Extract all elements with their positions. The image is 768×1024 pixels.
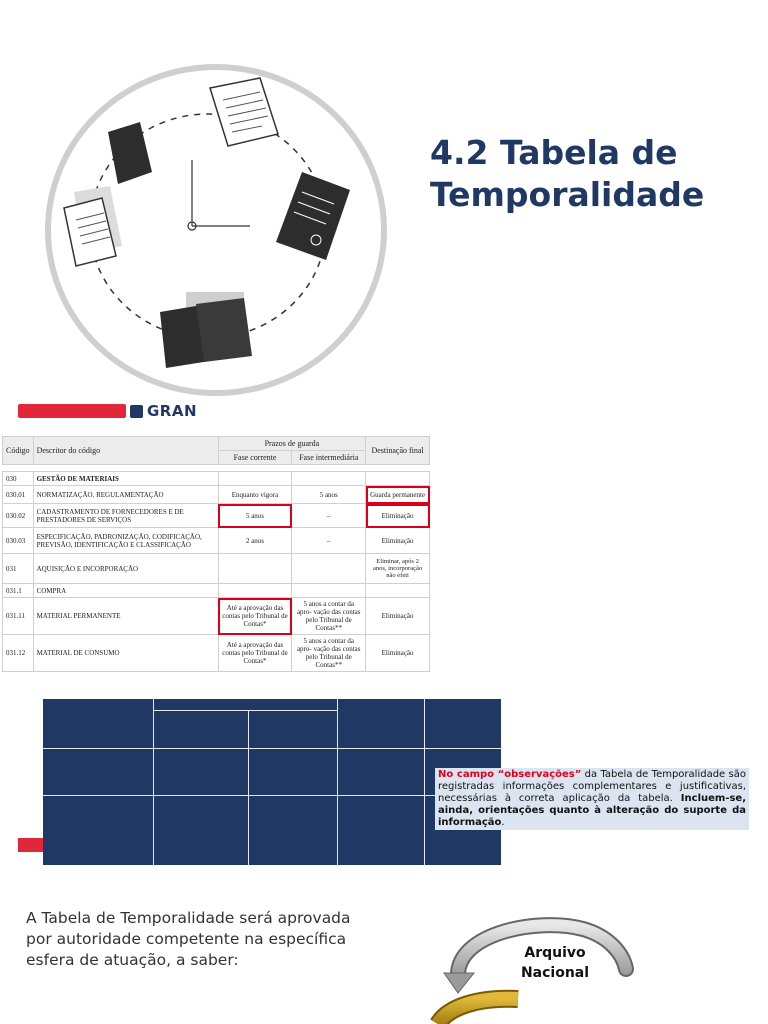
- cell-desc: CADASTRAMENTO DE FORNECEDORES E DE PRESTADORES DE SERVIÇOS: [33, 504, 218, 528]
- table-row: [3, 584, 430, 598]
- note-end: .: [501, 817, 505, 828]
- cell-inter: [292, 554, 366, 584]
- table-row: [3, 598, 430, 635]
- table-header-row: [3, 437, 430, 451]
- cell-dest: Eliminação: [366, 598, 430, 635]
- cell-inter: [292, 584, 366, 598]
- cell-code: 031.1: [3, 584, 34, 598]
- header-fase-corrente: Fase corrente: [218, 451, 292, 465]
- page-title: [430, 132, 704, 216]
- cell-inter: [292, 472, 366, 486]
- cell-code: 030: [3, 472, 34, 486]
- header-fase-intermediaria: Fase intermediária: [292, 451, 366, 465]
- cell-inter: 5 anos: [292, 486, 366, 504]
- table-row: [3, 472, 430, 486]
- cell-desc: COMPRA: [33, 584, 218, 598]
- header-codigo: Código: [3, 437, 34, 465]
- temporality-table: [2, 436, 430, 672]
- cell-desc: NORMATIZAÇÃO. REGULAMENTAÇÃO: [33, 486, 218, 504]
- cycle-label-line-2: Nacional: [520, 965, 590, 981]
- cell-code: 031.12: [3, 635, 34, 672]
- table-row: [3, 528, 430, 554]
- cell-inter: 5 anos a contar da apro- vação das contas pelo Tribunal de Contas**: [292, 635, 366, 672]
- cell-desc: MATERIAL PERMANENTE: [33, 598, 218, 635]
- cycle-label: [500, 943, 610, 983]
- cell-dest-highlighted: Guarda permanente: [366, 486, 430, 504]
- cell-desc: AQUISIÇÃO E INCORPORAÇÃO: [33, 554, 218, 584]
- cell-code: 030.03: [3, 528, 34, 554]
- cell-inter: 5 anos a contar da apro- vação das contas pelo Tribunal de Contas**: [292, 598, 366, 635]
- cell-corrente: [218, 472, 292, 486]
- cell-dest: [366, 472, 430, 486]
- page-title-line-2: Temporalidade: [430, 175, 705, 214]
- cell-corrente: [218, 584, 292, 598]
- cell-dest: Eliminação: [366, 528, 430, 554]
- header-prazos: Prazos de guarda: [218, 437, 365, 451]
- red-accent-bar: [18, 838, 43, 852]
- cycle-label-line-1: Arquivo: [524, 945, 586, 961]
- note-highlight: No campo “observações”: [438, 769, 582, 780]
- cell-corrente-highlighted: Até a aprovação das contas pelo Tribunal de Contas*: [218, 598, 292, 635]
- cell-corrente: [218, 554, 292, 584]
- observations-note: [435, 768, 749, 830]
- table-row: [3, 635, 430, 672]
- cell-code: 030.01: [3, 486, 34, 504]
- brand-red-bar: [18, 404, 126, 418]
- cell-dest: Eliminação: [366, 635, 430, 672]
- note-bold-text: Incluem-se, ainda, orientações quanto à alteração do suporte da informação: [438, 793, 746, 828]
- table-row: [3, 504, 430, 528]
- table-row: [3, 554, 430, 584]
- cell-inter: –: [292, 528, 366, 554]
- cell-code: 031: [3, 554, 34, 584]
- cell-dest: Eliminar, após 2 anos, incorporação não efeti: [366, 554, 430, 584]
- empty-table-grid: [43, 699, 501, 865]
- cell-code: 031.11: [3, 598, 34, 635]
- cell-corrente: 2 anos: [218, 528, 292, 554]
- cell-corrente: Até a aprovação das contas pelo Tribunal de Contas*: [218, 635, 292, 672]
- cell-desc: MATERIAL DE CONSUMO: [33, 635, 218, 672]
- clock-documents-icon: [40, 60, 400, 400]
- cell-corrente-highlighted: 5 anos: [218, 504, 292, 528]
- cell-dest-highlighted: Eliminação: [366, 504, 430, 528]
- cell-code: 030.02: [3, 504, 34, 528]
- cell-dest: [366, 584, 430, 598]
- approval-paragraph: A Tabela de Temporalidade será aprovada por autoridade competente na específica esfera de atuação, a saber:: [26, 909, 351, 969]
- note-text: da Tabela de Temporalidade são registradas informações complementares e justificativas, necessárias à correta aplicação da tabela.: [438, 769, 747, 804]
- cell-desc: ESPECIFICAÇÃO, PADRONIZAÇÃO, CODIFICAÇÃO, PREVISÃO, IDENTIFICAÇÃO E CLASSIFICAÇÃO: [33, 528, 218, 554]
- cell-desc: GESTÃO DE MATERIAIS: [33, 472, 218, 486]
- table-row: [3, 486, 430, 504]
- header-descritor: Descritor do código: [33, 437, 218, 465]
- cell-corrente: Enquanto vigora: [218, 486, 292, 504]
- page-title-line-1: 4.2 Tabela de: [430, 133, 678, 172]
- brand-logo: GRAN: [147, 402, 198, 420]
- header-destinacao: Destinação final: [366, 437, 430, 465]
- cell-inter: –: [292, 504, 366, 528]
- brand-square-icon: [130, 405, 143, 418]
